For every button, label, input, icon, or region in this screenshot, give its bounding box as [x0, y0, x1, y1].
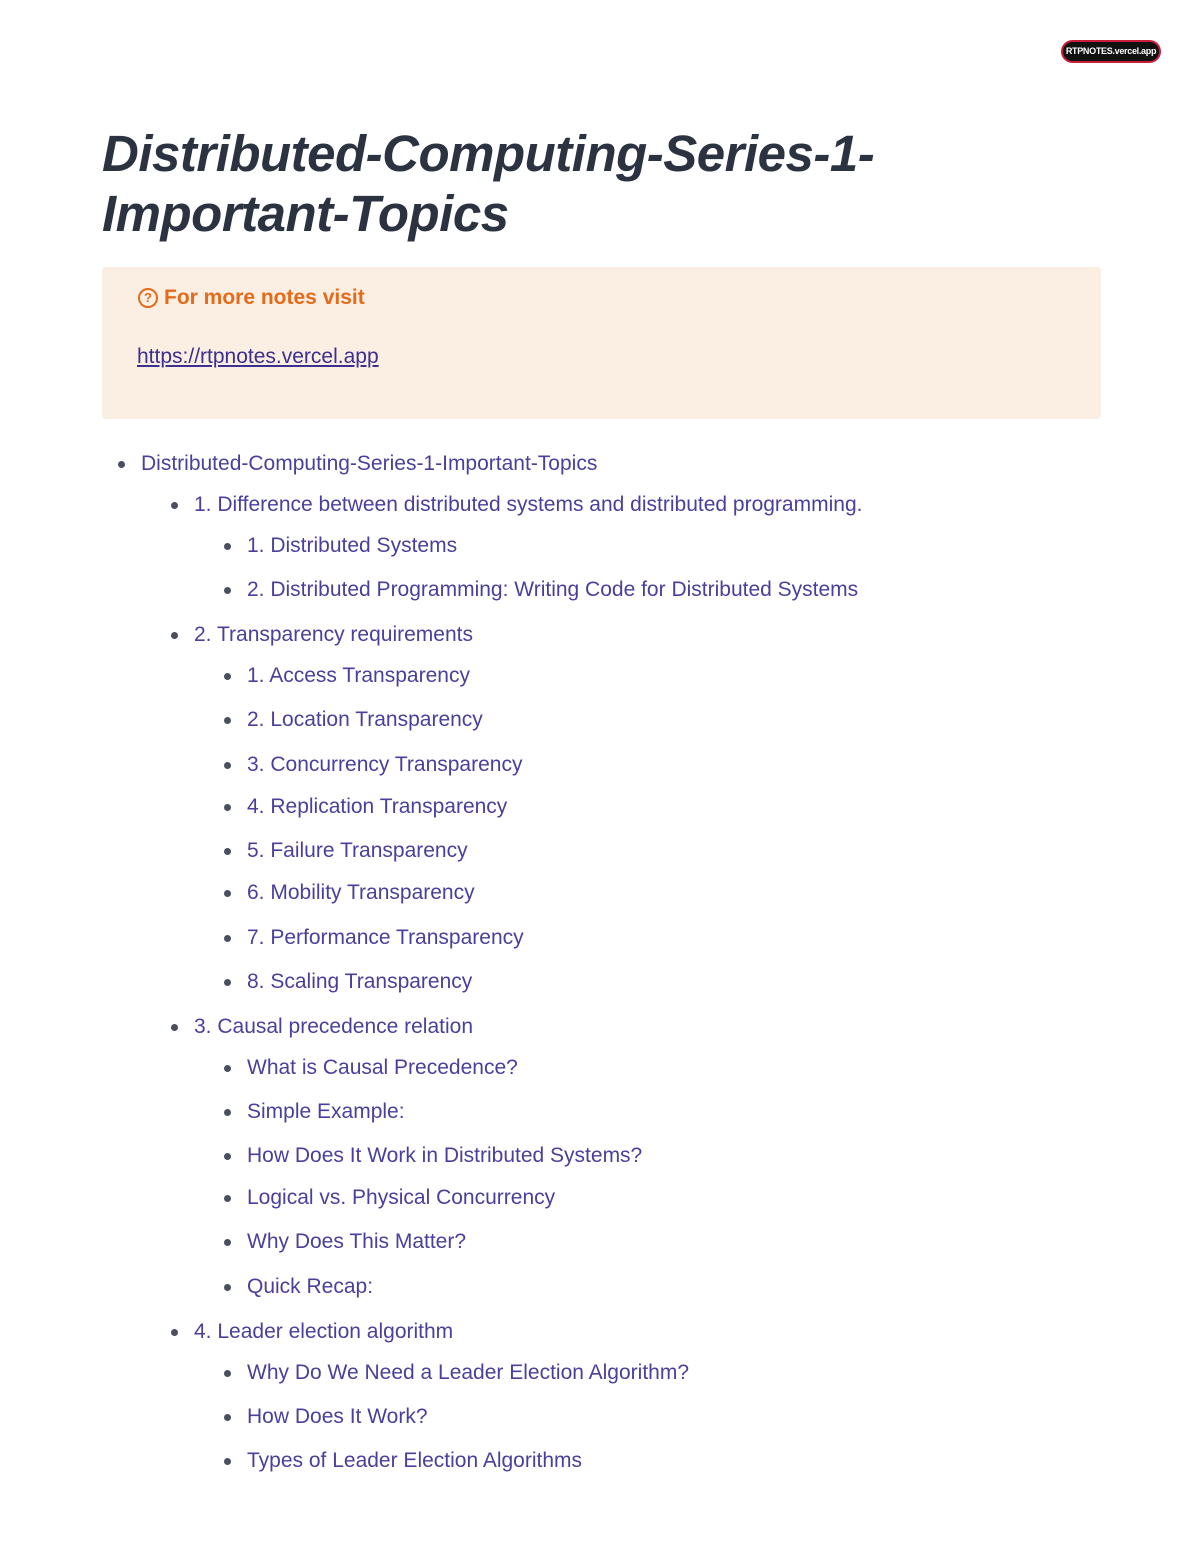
toc-link-level-3[interactable] [247, 1361, 689, 1385]
toc-link-level-3[interactable] [247, 1186, 555, 1210]
list-bullet [224, 1414, 231, 1421]
toc-link-text: 3. Causal precedence relation [194, 1015, 474, 1038]
toc-link-level-2[interactable] [194, 623, 473, 647]
list-bullet [224, 1239, 231, 1246]
toc-link-level-1[interactable] [141, 452, 597, 476]
toc-link-level-3[interactable] [247, 970, 472, 994]
toc-link-text: Simple Example: [247, 1100, 405, 1123]
toc-link-text: 2. Distributed Programming: Writing Code for Distributed Systems [247, 578, 859, 601]
list-bullet [224, 1370, 231, 1377]
toc-link-level-2[interactable] [194, 1320, 453, 1344]
list-bullet [224, 935, 231, 942]
toc-link-text: Why Do We Need a Leader Election Algorithm? [247, 1361, 690, 1384]
toc-link-level-3[interactable] [247, 1100, 405, 1124]
callout-heading-text: For more notes visit [164, 286, 365, 309]
toc-link-level-3[interactable] [247, 1275, 373, 1299]
callout-box [102, 267, 1101, 419]
toc-link-level-3[interactable] [247, 708, 483, 732]
toc-link-text: Logical vs. Physical Concurrency [247, 1186, 556, 1209]
toc-link-text: 8. Scaling Transparency [247, 970, 473, 993]
toc-link-level-2[interactable] [194, 1015, 473, 1039]
list-bullet [224, 673, 231, 680]
list-bullet [224, 1153, 231, 1160]
toc-link-level-3[interactable] [247, 578, 858, 602]
toc-link-level-3[interactable] [247, 664, 470, 688]
toc-link-level-3[interactable] [247, 1230, 466, 1254]
toc-link-level-3[interactable] [247, 839, 468, 863]
toc-link-text: 3. Concurrency Transparency [247, 753, 523, 776]
list-bullet [224, 762, 231, 769]
list-bullet [224, 543, 231, 550]
toc-link-level-3[interactable] [247, 1449, 582, 1473]
toc-link-text: 7. Performance Transparency [247, 926, 524, 949]
list-bullet [171, 632, 178, 639]
list-bullet [224, 1109, 231, 1116]
toc-link-text: Why Does This Matter? [247, 1230, 467, 1253]
toc-link-text: What is Causal Precedence? [247, 1056, 518, 1079]
toc-link-text: 5. Failure Transparency [247, 839, 468, 862]
list-bullet [224, 1284, 231, 1291]
toc-link-level-3[interactable] [247, 926, 524, 950]
question-circle-icon: ? [138, 288, 158, 308]
toc-link-text: Types of Leader Election Algorithms [247, 1449, 583, 1472]
list-bullet [224, 1195, 231, 1202]
toc-link-level-3[interactable] [247, 881, 475, 905]
list-bullet [224, 804, 231, 811]
toc-link-level-3[interactable] [247, 753, 522, 777]
list-bullet [224, 1065, 231, 1072]
toc-link-text: 2. Transparency requirements [194, 623, 473, 646]
toc-link-level-3[interactable] [247, 534, 457, 558]
list-bullet [224, 717, 231, 724]
list-bullet [171, 502, 178, 509]
notes-site-link[interactable]: https://rtpnotes.vercel.app [137, 345, 379, 368]
toc-link-level-3[interactable] [247, 1144, 642, 1168]
list-bullet [224, 848, 231, 855]
list-bullet [118, 461, 125, 468]
site-badge: RTPNOTES.vercel.app [1061, 40, 1161, 63]
toc-link-text: Quick Recap: [247, 1275, 374, 1298]
list-bullet [171, 1024, 178, 1031]
toc-link-text: How Does It Work in Distributed Systems? [247, 1144, 643, 1167]
toc-link-level-3[interactable] [247, 1056, 518, 1080]
toc-link-text: 4. Replication Transparency [247, 795, 508, 818]
list-bullet [224, 1458, 231, 1465]
list-bullet [224, 587, 231, 594]
toc-link-text: How Does It Work? [247, 1405, 428, 1428]
list-bullet [224, 890, 231, 897]
list-bullet [224, 979, 231, 986]
toc-link-text: 1. Distributed Systems [247, 534, 458, 557]
toc-link-level-3[interactable] [247, 1405, 428, 1429]
toc-link-text: 4. Leader election algorithm [194, 1320, 454, 1343]
toc-link-text: 1. Access Transparency [247, 664, 470, 687]
toc-link-text: 2. Location Transparency [247, 708, 483, 731]
toc-link-text: Distributed-Computing-Series-1-Important-Topics [141, 452, 598, 475]
callout-heading [138, 286, 365, 310]
toc-link-text: 1. Difference between distributed systems and distributed programming. [194, 493, 863, 516]
toc-link-level-3[interactable] [247, 795, 507, 819]
toc-link-level-2[interactable] [194, 493, 862, 517]
toc-link-text: 6. Mobility Transparency [247, 881, 475, 904]
page-title: Distributed-Computing-Series-1-Important-Topics [102, 125, 875, 242]
list-bullet [171, 1329, 178, 1336]
